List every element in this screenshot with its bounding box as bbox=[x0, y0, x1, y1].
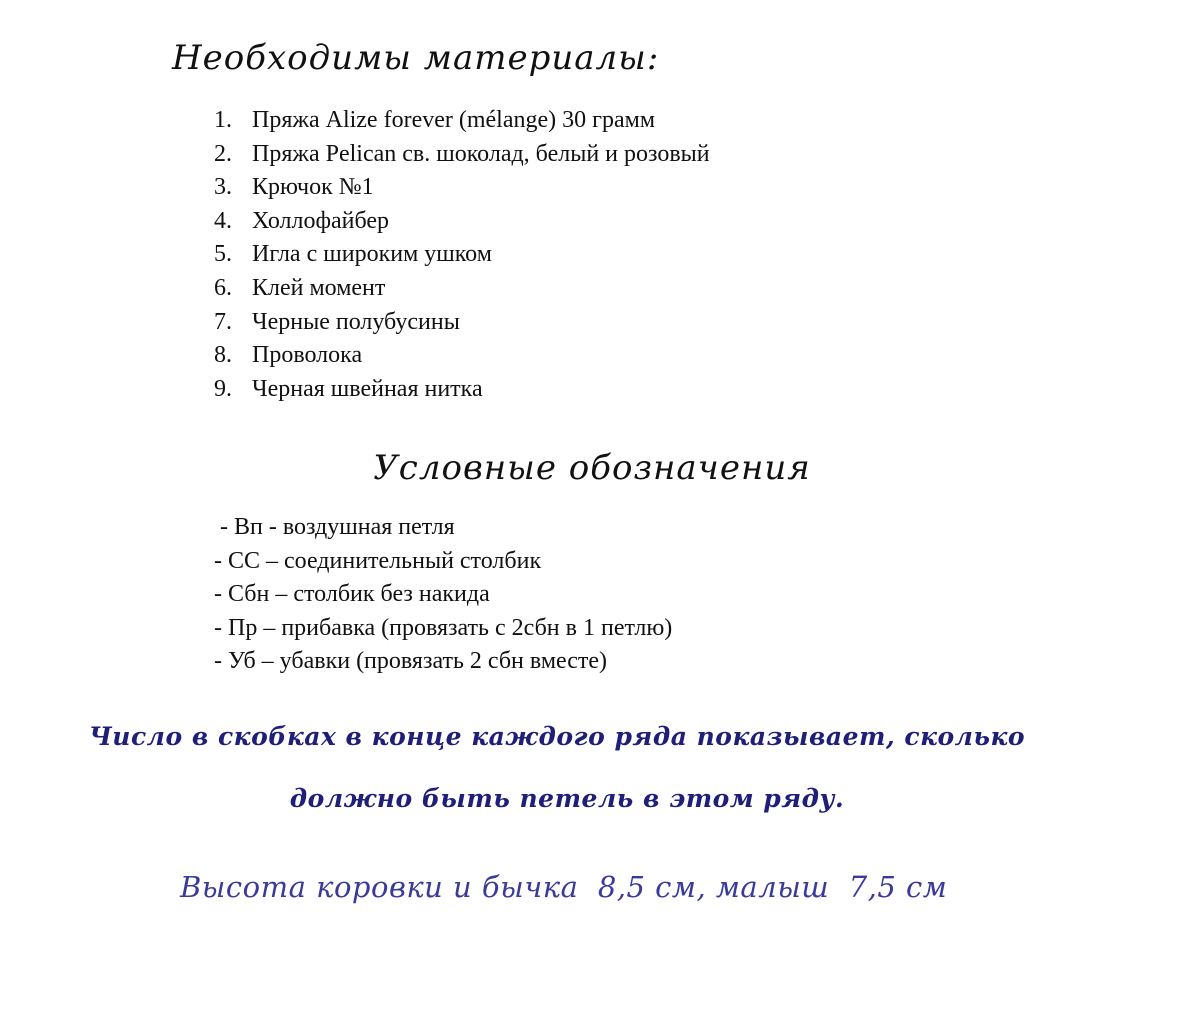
list-item bbox=[214, 339, 710, 373]
list-item-text: Черные полубусины bbox=[252, 308, 460, 335]
list-item-text: Пряжа Pelican св. шоколад, белый и розовый bbox=[252, 140, 710, 167]
list-item-text: Клей момент bbox=[252, 274, 386, 301]
list-item bbox=[214, 138, 710, 172]
legend-list bbox=[214, 511, 672, 679]
stitch-count-note-line1: Число в скобках в конце каждого ряда показывает, сколько bbox=[88, 722, 1026, 751]
list-item-text: Проволока bbox=[252, 342, 363, 369]
legend-item: - Уб – убавки (провязать 2 сбн вместе) bbox=[214, 648, 608, 675]
list-item-text: Пряжа Alize forever (mélange) 30 грамм bbox=[252, 107, 656, 133]
legend-item: - Вп - воздушная петля bbox=[214, 514, 455, 540]
legend-item: - СС – соединительный столбик bbox=[214, 547, 542, 574]
legend-item: - Сбн – столбик без накида bbox=[214, 581, 490, 608]
list-item-text: Игла с широким ушком bbox=[252, 241, 492, 268]
list-item-text: Холлофайбер bbox=[252, 207, 390, 234]
list-item bbox=[214, 104, 710, 138]
list-item bbox=[214, 306, 710, 340]
list-item bbox=[214, 205, 710, 239]
list-item bbox=[214, 171, 710, 205]
list-item-number: 7. bbox=[214, 308, 232, 335]
legend-title-text: Условные обозначения bbox=[373, 448, 811, 488]
list-item-number: 8. bbox=[214, 342, 232, 369]
list-item-number: 4. bbox=[214, 207, 232, 234]
list-item-number: 1. bbox=[214, 107, 232, 133]
list-item bbox=[214, 272, 710, 306]
list-item bbox=[214, 373, 710, 407]
list-item-number: 9. bbox=[214, 375, 232, 402]
list-item bbox=[214, 238, 710, 272]
materials-list bbox=[214, 104, 710, 406]
list-item-number: 2. bbox=[214, 140, 232, 167]
list-item-number: 6. bbox=[214, 274, 232, 301]
materials-title: Необходимы материалы: bbox=[172, 38, 660, 78]
height-note: Высота коровки и бычка 8,5 см, малыш 7,5 см bbox=[180, 870, 948, 904]
stitch-count-note-line2: должно быть петель в этом ряду. bbox=[289, 784, 845, 813]
list-item-number: 3. bbox=[214, 174, 232, 201]
legend-item: - Пр – прибавка (провязать с 2сбн в 1 петлю) bbox=[214, 614, 673, 641]
legend-title bbox=[0, 448, 1184, 488]
list-item-number: 5. bbox=[214, 241, 232, 268]
list-item-text: Черная швейная нитка bbox=[252, 375, 483, 402]
list-item-text: Крючок №1 bbox=[252, 174, 374, 201]
